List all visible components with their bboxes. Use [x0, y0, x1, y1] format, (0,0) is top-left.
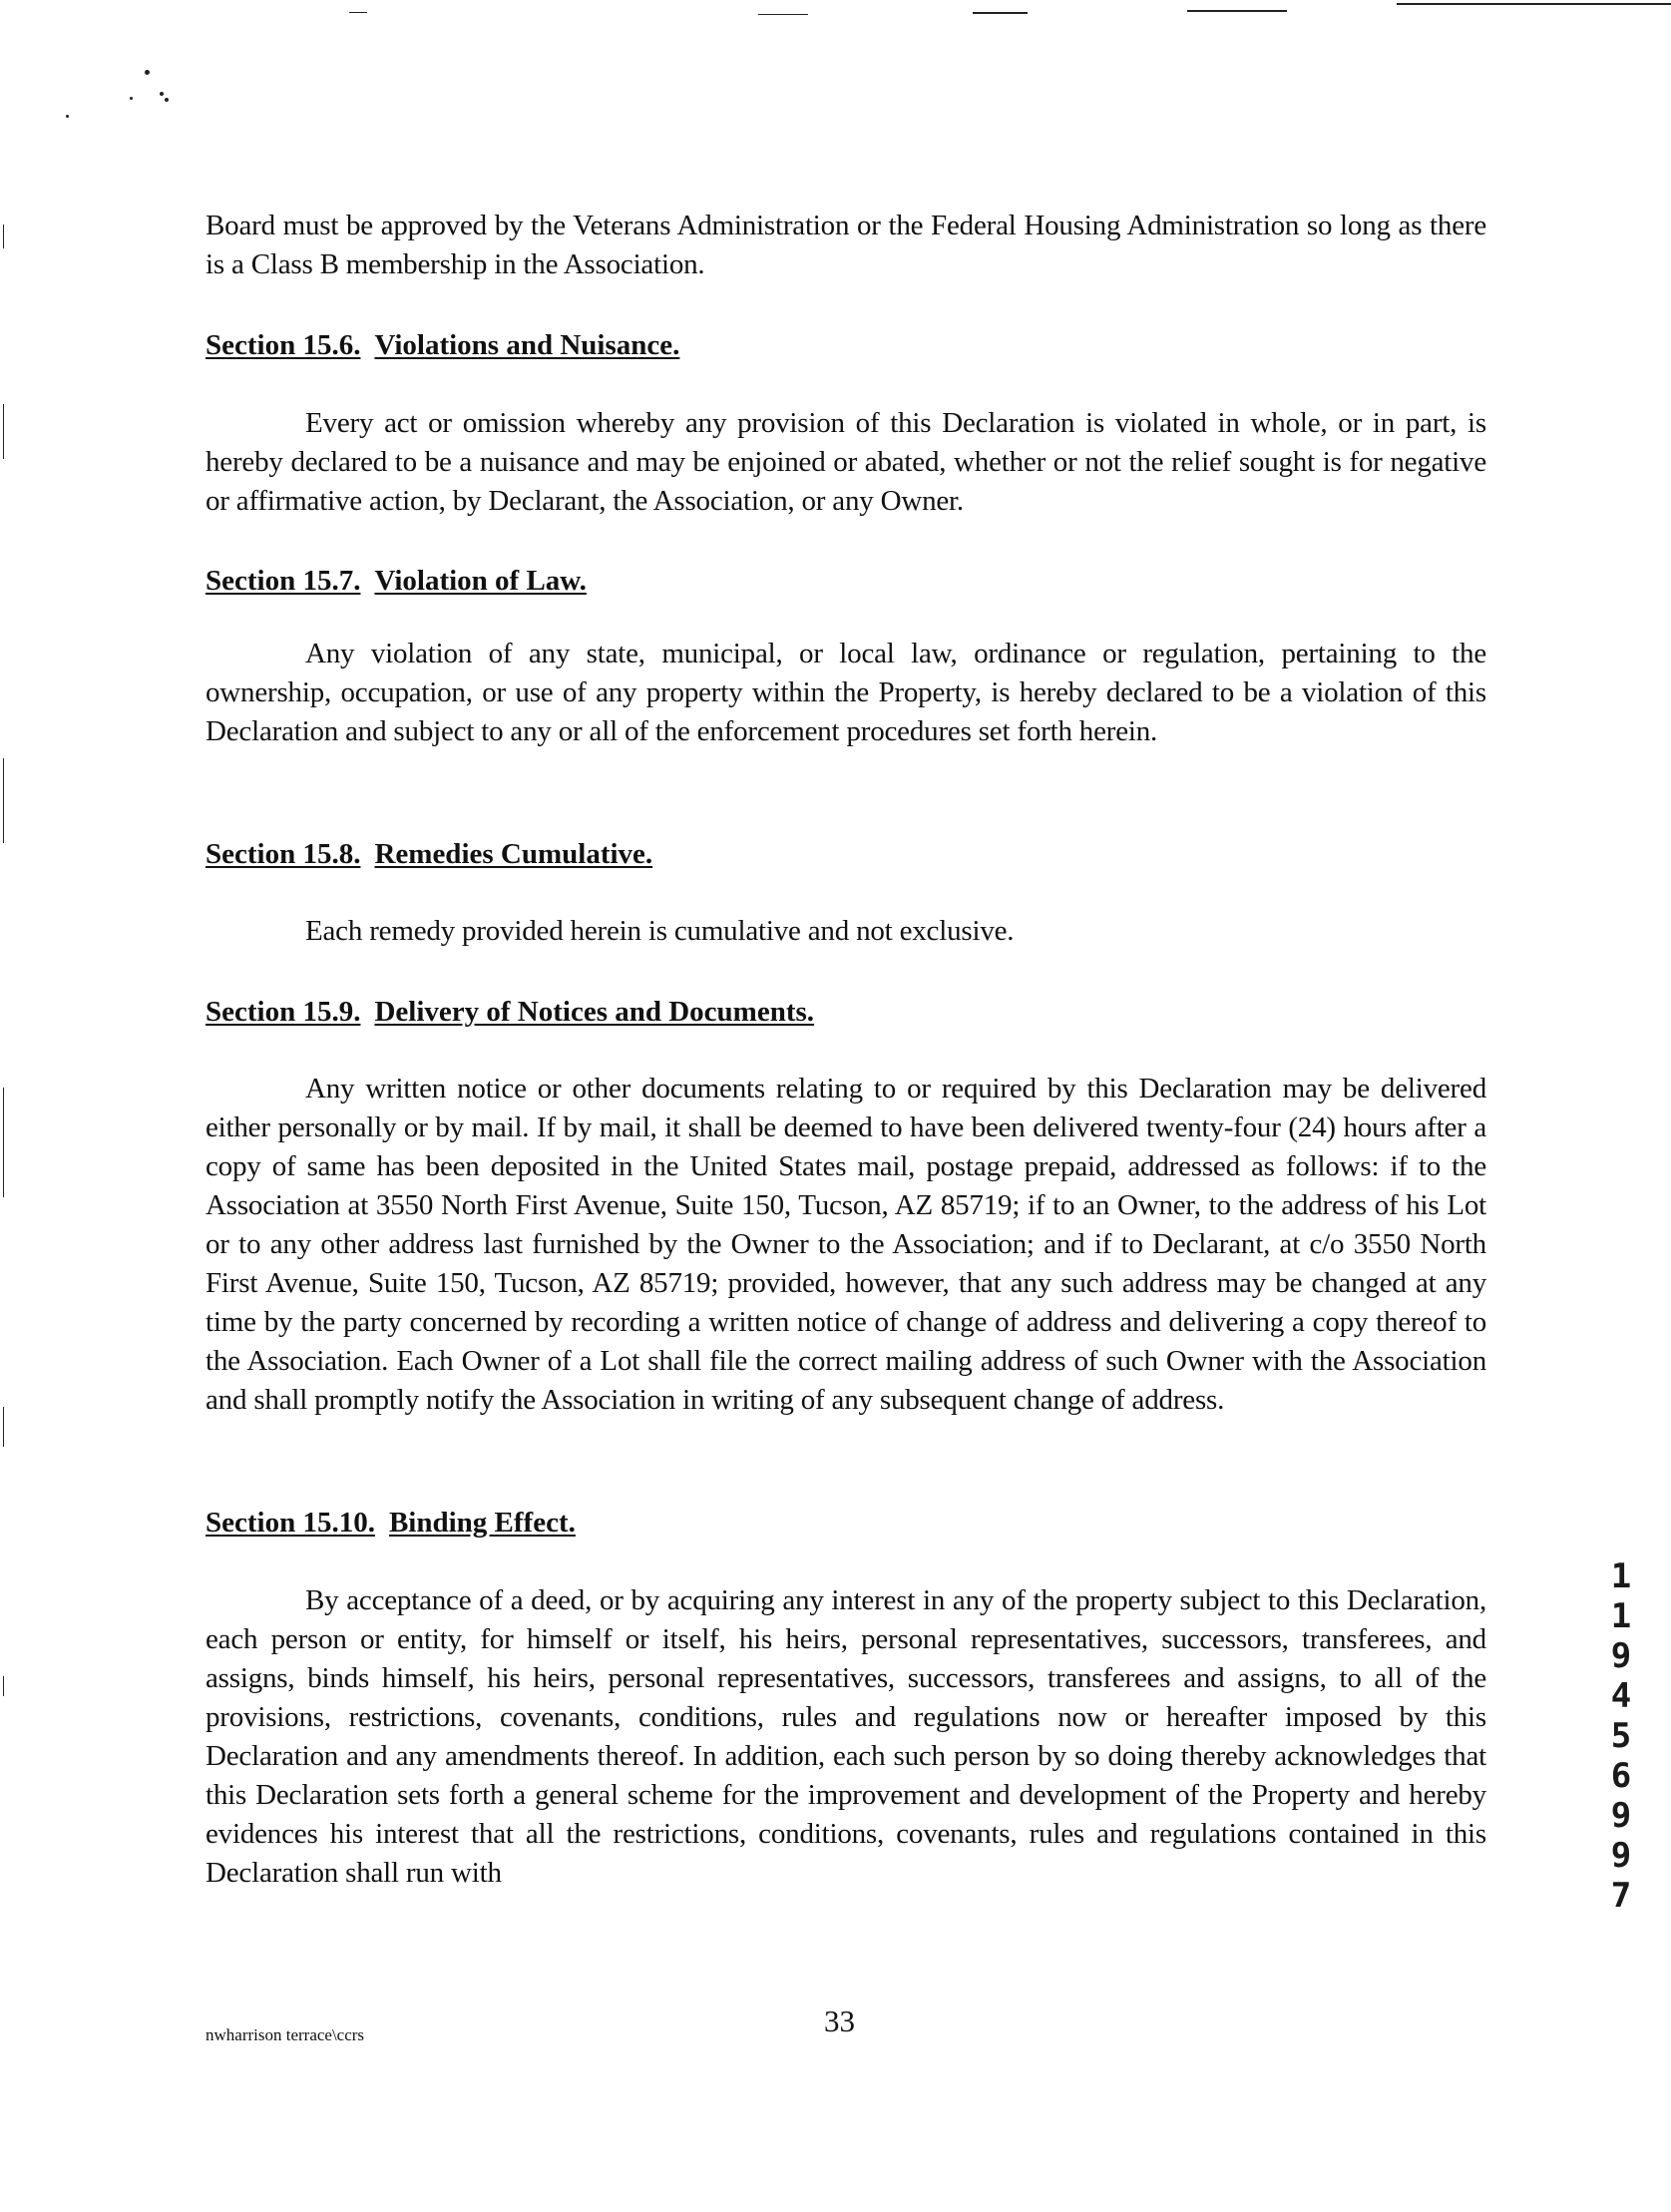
- scan-artifact-line: [3, 758, 4, 843]
- section-body-15-10: By acceptance of a deed, or by acquiring any interest in any of the property subject to this Declaration, each person or entity, for himself or itself, his heirs, personal representatives, successors, transferees, and assigns, binds himself, his heirs, personal representatives, successors, transferees and assigns, to all of the provisions, restrictions, covenants, conditions, rules and regulations now or hereafter imposed by this Declaration and any amendments thereof. In addition, each such person by so doing thereby acknowledges that this Declaration sets forth a general scheme for the improvement and development of the Property and hereby evidences his interest that all the restrictions, conditions, covenants, rules and regulations contained in this Declaration shall run with: [206, 1584, 1486, 1889]
- section-heading-15-8: [206, 836, 652, 872]
- section-title: Binding Effect.: [388, 1507, 576, 1539]
- scan-artifact-line: [3, 404, 4, 459]
- section-body-15-8: Each remedy provided herein is cumulative and not exclusive.: [305, 915, 1015, 947]
- scan-artifact-line: [1397, 3, 1671, 5]
- continued-paragraph: Board must be approved by the Veterans Administration or the Federal Housing Administration so long as there is a Class B membership in the Association.: [206, 210, 1486, 280]
- section-heading-15-9: [206, 994, 814, 1030]
- section-body-15-6: Every act or omission whereby any provision of this Declaration is violated in whole, or in part, is hereby declared to be a nuisance and may be enjoined or abated, whether or not the relief sought is for negative or affirmative action, by Declarant, the Association, or any Owner.: [206, 407, 1486, 517]
- section-heading-15-10: [206, 1505, 576, 1541]
- recording-number-stamp: 1194 5 6997: [1610, 1556, 1632, 1916]
- scan-artifact-line: [1187, 10, 1287, 12]
- scan-artifact-dot: [145, 70, 150, 75]
- section-number: Section 15.9.: [206, 996, 361, 1028]
- scan-artifact-line: [349, 12, 367, 13]
- page-number: 33: [824, 2003, 855, 2038]
- section-number: Section 15.10.: [206, 1507, 375, 1539]
- section-number: Section 15.7.: [206, 565, 361, 597]
- scan-artifact-line: [3, 1407, 4, 1447]
- scan-artifact-dot: [66, 115, 69, 118]
- scan-artifact-dot: [165, 98, 169, 102]
- section-title: Violation of Law.: [374, 565, 587, 597]
- scan-artifact-line: [3, 224, 4, 248]
- footer-file-path: nwharrison terrace\ccrs: [206, 2025, 365, 2044]
- section-number: Section 15.8.: [206, 838, 361, 870]
- scan-artifact-dot: [130, 97, 133, 100]
- scan-artifact-dot: [160, 92, 164, 96]
- section-body-15-9: Any written notice or other documents relating to or required by this Declaration may be delivered either personally or by mail. If by mail, it shall be deemed to have been delivered twenty-four (24) hours after a copy of same has been deposited in the United States mail, postage prepaid, addressed as follows: if to the Association at 3550 North First Avenue, Suite 150, Tucson, AZ 85719; if to an Owner, to the address of his Lot or to any other address last furnished by the Owner to the Association; and if to Declarant, at c/o 3550 North First Avenue, Suite 150, Tucson, AZ 85719; provided, however, that any such address may be changed at any time by the party concerned by recording a written notice of change of address and delivering a copy thereof to the Association. Each Owner of a Lot shall file the correct mailing address of such Owner with the Association and shall promptly notify the Association in writing of any subsequent change of address.: [206, 1073, 1486, 1416]
- scan-artifact-line: [3, 1088, 4, 1197]
- scan-artifact-line: [973, 12, 1028, 14]
- section-title: Remedies Cumulative.: [374, 838, 653, 870]
- section-heading-15-7: [206, 563, 587, 599]
- section-title: Delivery of Notices and Documents.: [374, 996, 815, 1028]
- section-title: Violations and Nuisance.: [374, 329, 680, 361]
- section-body-15-7: Any violation of any state, municipal, or local law, ordinance or regulation, pertaining to the ownership, occupation, or use of any property within the Property, is hereby declared to be a violation of this Declaration and subject to any or all of the enforcement procedures set forth herein.: [206, 638, 1486, 747]
- section-number: Section 15.6.: [206, 329, 361, 361]
- section-heading-15-6: [206, 327, 679, 363]
- scan-artifact-line: [3, 1676, 4, 1696]
- scan-artifact-line: [758, 14, 808, 15]
